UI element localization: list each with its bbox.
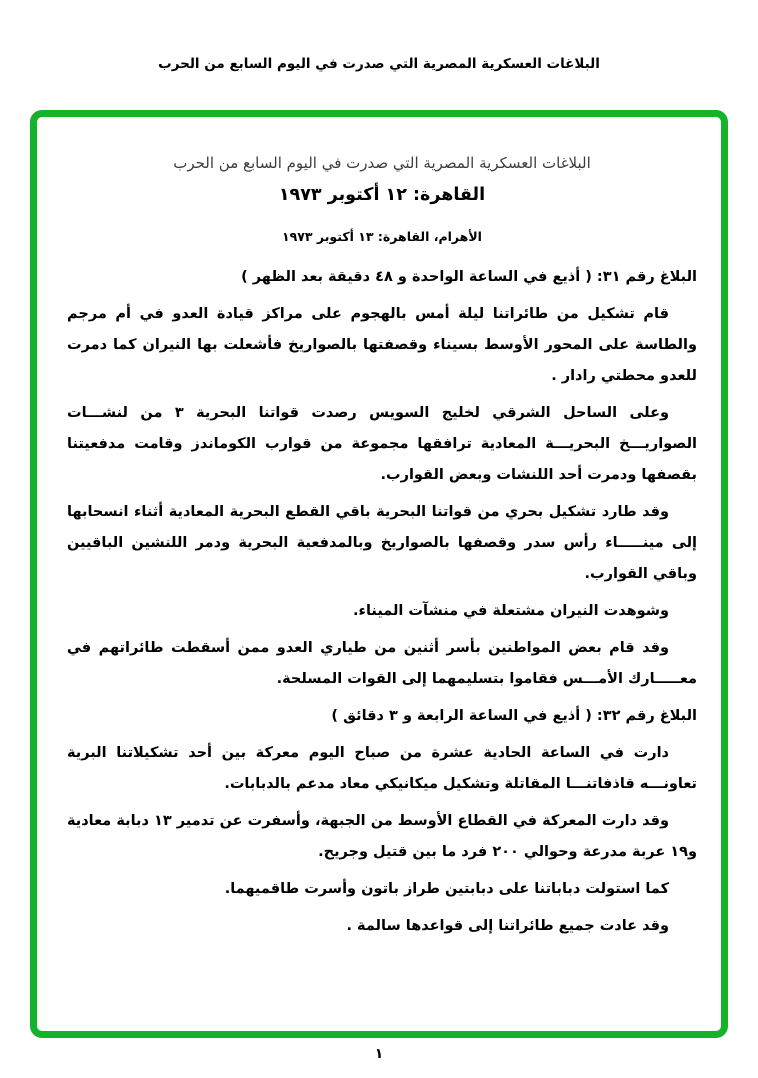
scanned-document-title: البلاغات العسكرية المصرية التي صدرت في اليوم السابع من الحرب	[173, 154, 591, 172]
page-title: البلاغات العسكرية المصرية التي صدرت في اليوم السابع من الحرب	[158, 56, 600, 72]
paragraph-captured-tanks: كما استولت دباباتنا على دبابتين طراز باتون وأسرت طاقميهما.	[224, 881, 669, 897]
paragraph-planes-returned: وقد عادت جميع طائراتنا إلى قواعدها سالمة .	[346, 918, 669, 934]
paragraph-naval-pursuit: وقد طارد تشكيل بحري من قواتنا البحرية باقي القطع البحرية المعادية أثناء انسحابها إلى مينـــــاء رأس سدر وقصفها بالصواريخ وبالمدفعية البحرية ودمر اللنشين الباقيين وباقي القوارب.	[67, 504, 697, 582]
paragraph-battle-results: وقد دارت المعركة في القطاع الأوسط من الجبهة، وأسفرت عن تدمير ١٣ دبابة معادية و١٩ عربة مدرعة وحوالي ٢٠٠ فرد ما بين قتيل وجريح.	[67, 813, 697, 860]
communique-frame	[30, 110, 728, 1038]
paragraph-port-fires: وشوهدت النيران مشتعلة في منشآت الميناء.	[353, 603, 669, 619]
page-number: ١	[374, 1046, 384, 1062]
communique-32-heading: البلاغ رقم ٣٢: ( أذيع في الساعة الرابعة و ٣ دقائق )	[331, 708, 697, 724]
paragraph-naval-gulf-suez: وعلى الساحل الشرقي لخليج السويس رصدت قواتنا البحرية ٣ من لنشـــات الصواريـــخ البحريـــة المعادية ترافقها مجموعة من قوارب الكوماندز وقامت مدفعيتنا بقصفها ودمرت أحد اللنشات وبعض القوارب.	[67, 405, 697, 483]
paragraph-air-strike: قام تشكيل من طائراتنا ليلة أمس بالهجوم على مراكز قيادة العدو في أم مرجم والطاسة على المحور الأوسط بسيناء وقصفتها بالصواريخ فأشعلت بها النيران كما دمرت للعدو محطتي رادار .	[67, 306, 697, 384]
source-attribution: الأهرام، القاهرة: ١٣ أكتوبر ١٩٧٣	[282, 229, 482, 245]
dateline: القاهرة: ١٢ أكتوبر ١٩٧٣	[278, 184, 486, 205]
paragraph-morning-battle: دارت في الساعة الحادية عشرة من صباح اليوم معركة بين أحد تشكيلاتنا البرية تعاونـــه قاذفاتنـــا المقاتلة وتشكيل ميكانيكي معاد مدعم بالدبابات.	[67, 745, 697, 792]
communique-31-heading: البلاغ رقم ٣١: ( أذيع في الساعة الواحدة و ٤٨ دقيقة بعد الظهر )	[241, 269, 697, 285]
paragraph-captured-pilots: وقد قام بعض المواطنين بأسر أثنين من طياري العدو ممن أسقطت طائراتهم في معـــــارك الأمـــس فقاموا بتسليمهما إلى القوات المسلحة.	[67, 640, 697, 687]
